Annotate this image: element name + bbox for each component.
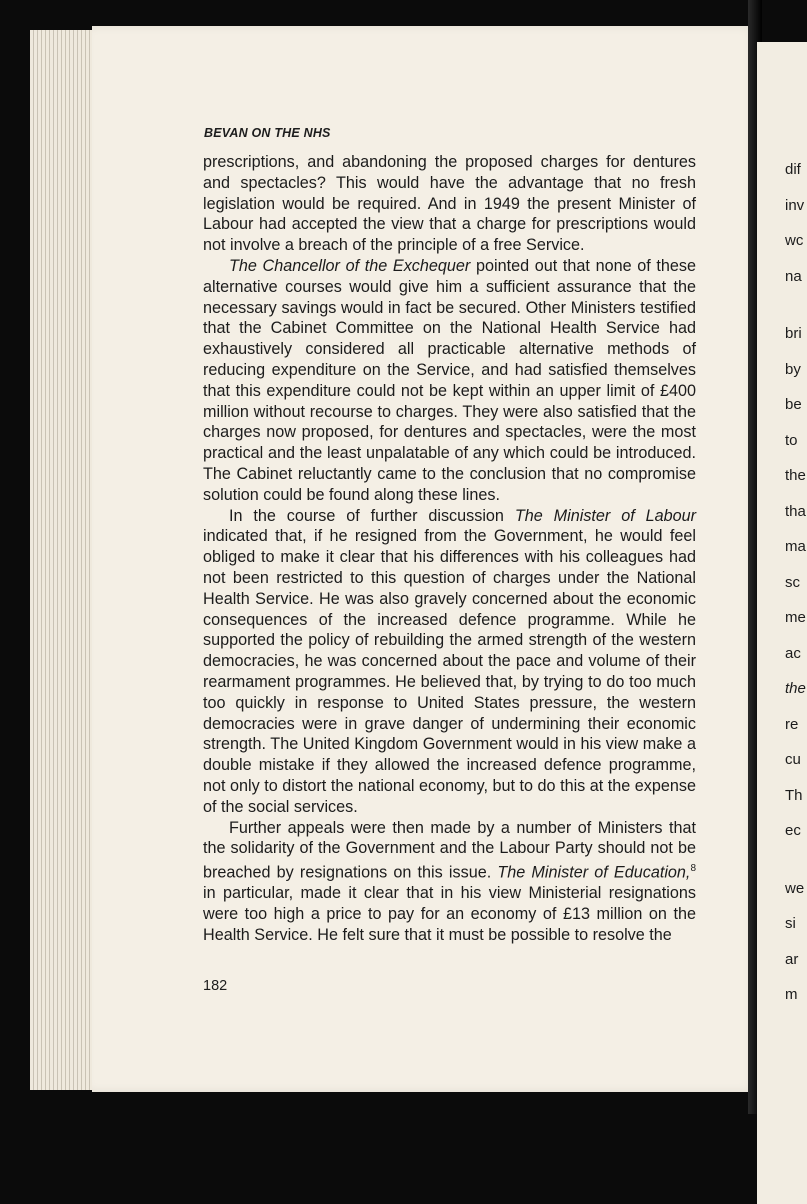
body-text bbox=[203, 152, 696, 946]
text-segment: in particular, made it clear that in his view Ministerial resignations were too high a price to pay for an economy of £13 million on the Health Service. He felt sure that it must be possible to resolve the bbox=[203, 884, 696, 944]
facing-page-fragment: by bbox=[785, 360, 801, 378]
running-head: BEVAN ON THE NHS bbox=[204, 126, 331, 140]
text-segment: indicated that, if he resigned from the Government, he would feel obliged to make it clear that his differences with his colleagues had not been restricted to this question of charges under the National Health Service. He was also gravely concerned about the economic consequences of the increased defence programme. While he supported the policy of rebuilding the armed strength of the western democracies, he was concerned about the pace and volume of their rearmament programmes. He believed that, by trying to do too much too quickly in response to United States pressure, the western democracies were in grave danger of undermining their economic strength. The United Kingdom Government would in his view make a double mistake if they allowed the increased defence programme, not only to distort the national economy, but to do this at the expense of the social services. bbox=[203, 527, 696, 816]
facing-page-fragment: m bbox=[785, 986, 798, 1003]
paragraph bbox=[203, 506, 696, 818]
facing-page-fragment: inv bbox=[785, 196, 805, 214]
facing-page-fragment: re bbox=[785, 715, 799, 733]
facing-gap bbox=[757, 294, 807, 316]
text-segment: pointed out that none of these alternative courses would give him a sufficient assurance that the necessary savings would in fact be secured. Other Ministers testified that the Cabinet Committee on the National Health Service had exhaustively considered all practicable alternative methods of reducing expenditure on the Service, and had satisfied themselves that this expenditure could not be kept within an upper limit of £400 million without recourse to charges. They were also satisfied that the charges now proposed, for dentures and spectacles, were the most practical and the least unpalatable of any which could be introduced. The Cabinet reluctantly came to the conclusion that no compromise solution could be found along these lines. bbox=[203, 256, 696, 504]
footnote-marker: 8 bbox=[690, 863, 696, 875]
italic-segment: The Chancellor of the Exchequer bbox=[229, 256, 471, 275]
facing-page-fragment: ac bbox=[785, 644, 801, 662]
facing-gap bbox=[757, 849, 807, 871]
facing-page bbox=[757, 42, 807, 1204]
facing-page-fragment: be bbox=[785, 396, 802, 413]
facing-page-fragment: tha bbox=[785, 502, 806, 520]
facing-page-fragment: we bbox=[785, 879, 805, 897]
text-segment: prescriptions, and abandoning the proposed charges for dentures and spectacles? This would have the advantage that no fresh legislation would be required. And in 1949 the present Minister of Labour had accepted the view that a charge for prescriptions would not involve a breach of the principle of a free Service. bbox=[203, 153, 696, 255]
facing-page-fragment: to bbox=[785, 431, 798, 449]
facing-page-fragment: cu bbox=[785, 751, 801, 768]
facing-page-fragment: dif bbox=[785, 161, 801, 178]
facing-page-fragment: na bbox=[785, 267, 802, 285]
italic-segment: The Minister of Labour bbox=[514, 506, 696, 525]
text-segment: In the course of further discussion bbox=[229, 506, 515, 525]
facing-page-fragment: sc bbox=[785, 573, 800, 591]
italic-segment: The Minister of Education, bbox=[497, 863, 691, 882]
text-segment: Further appeals were then made by a number of Ministers that the solidarity of the Government and the Labour Party should not be breached by resignations on this issue. bbox=[203, 818, 696, 882]
facing-page-fragment: the bbox=[785, 680, 806, 697]
facing-page-fragment: bri bbox=[785, 325, 802, 342]
paragraph bbox=[203, 818, 696, 946]
paragraph bbox=[203, 256, 696, 506]
paragraph bbox=[203, 152, 696, 256]
page-number: 182 bbox=[203, 978, 228, 994]
facing-page-fragment: ec bbox=[785, 822, 801, 839]
facing-page-fragment: ar bbox=[785, 950, 799, 968]
facing-page-fragment: Th bbox=[785, 786, 803, 804]
facing-page-fragment: the bbox=[785, 467, 806, 484]
facing-page-fragment: ma bbox=[785, 538, 806, 555]
facing-page-fragment: me bbox=[785, 609, 806, 626]
facing-page-fragment: wc bbox=[785, 232, 804, 249]
facing-page-fragment: si bbox=[785, 915, 796, 932]
